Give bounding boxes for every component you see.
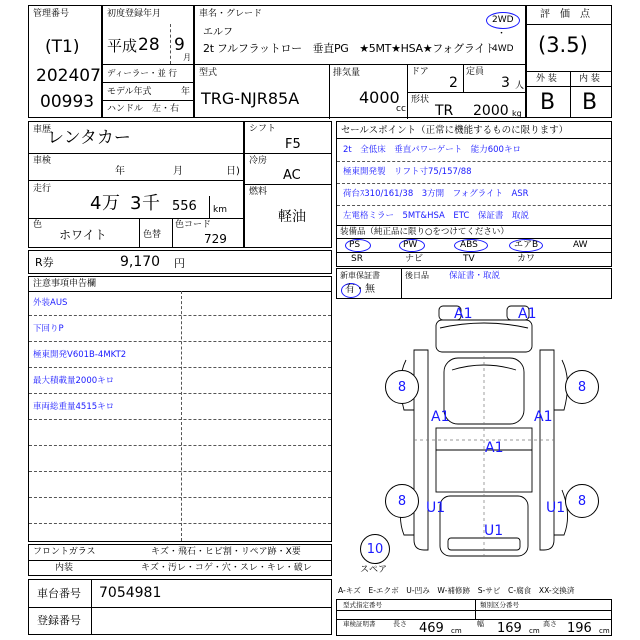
- damage-mark: A1: [431, 409, 450, 425]
- reg-month-unit: 月: [183, 53, 191, 62]
- mileage-rest: 556: [172, 199, 197, 214]
- reg-box: [102, 5, 194, 118]
- shift-label: シフト: [249, 124, 277, 134]
- color-code-value: 729: [204, 232, 227, 246]
- condition-box: [28, 544, 332, 576]
- notes-box: [28, 276, 332, 542]
- spare-value: 10: [366, 541, 384, 557]
- damage-mark: A1: [485, 440, 504, 456]
- legend: A-キズ E-エクボ U-凹み W-補修跡 S-サビ C-腐食 XX-交換済: [338, 586, 575, 595]
- sales-line: 左電格ミラー 5MT&HSA ETC 保証書 取説: [343, 211, 529, 221]
- doors-label: ドア: [411, 67, 429, 77]
- dims-length-unit: cm: [451, 627, 462, 635]
- equip-airbag: エアB: [514, 240, 539, 250]
- score-label: 評 価 点: [540, 9, 590, 20]
- inspection-month: 月: [173, 166, 183, 177]
- score-box: [526, 5, 612, 118]
- displacement-unit: cc: [396, 104, 406, 114]
- weight-unit: kg: [512, 109, 522, 118]
- damage-mark: 8: [397, 379, 407, 395]
- notes-line: 最大積載量2000キロ: [33, 376, 115, 386]
- damage-mark: 8: [577, 493, 587, 509]
- equip-navi: ナビ: [405, 254, 424, 264]
- drivetrain-box: [244, 121, 332, 248]
- handle-label: ハンドル 左・右: [107, 104, 180, 114]
- dims-box: [336, 599, 612, 636]
- sales-line: 極東開発製 リフト寸75/157/88: [343, 167, 472, 177]
- color-change-label: 色替: [143, 230, 162, 240]
- displacement-value: 4000: [359, 88, 400, 107]
- dealer-label: ディーラー・並 行: [107, 69, 178, 79]
- model-value: TRG-NJR85A: [201, 89, 300, 108]
- reg-label: 初度登録年月: [107, 9, 162, 19]
- equip-abs: ABS: [460, 240, 478, 250]
- reg-month: 9: [174, 35, 185, 55]
- mgmt-box: [28, 5, 102, 118]
- score-int: B: [582, 90, 598, 115]
- damage-mark: 8: [577, 379, 587, 395]
- equip-leather: カワ: [517, 254, 536, 264]
- reg-era: 平成: [107, 37, 138, 55]
- interior-label: 内装: [55, 563, 74, 573]
- dims-l2: 類別区分番号: [480, 601, 519, 609]
- drive-2wd: 2WD: [492, 15, 514, 25]
- dims-height: 196: [567, 621, 592, 636]
- damage-mark: 8: [397, 493, 407, 509]
- mileage-sen: 3: [130, 193, 142, 214]
- dims-cert-label: 車検証明書: [343, 620, 376, 628]
- notes-line: 極東開発V601B-4MKT2: [33, 350, 127, 360]
- shape-label: 形状: [411, 95, 430, 105]
- damage-mark: U1: [484, 523, 504, 539]
- recycle-unit: 円: [174, 257, 185, 270]
- spare-label: スペア: [360, 565, 388, 575]
- damage-mark: U1: [546, 500, 566, 516]
- recycle-value: 9,170: [120, 254, 161, 270]
- regno-label: 登録番号: [37, 614, 81, 627]
- damage-mark: U1: [426, 500, 446, 516]
- capacity-value: 3: [501, 75, 510, 91]
- spare-circle: [360, 534, 390, 564]
- recycle-box: [28, 250, 332, 274]
- score-int-label: 内 装: [579, 74, 600, 84]
- mgmt-number2: 00993: [40, 92, 95, 112]
- spare-item-label: 後日品: [405, 271, 429, 280]
- chassis-box: [28, 579, 332, 635]
- score-ext: B: [540, 90, 556, 115]
- dims-width-label: 幅: [477, 620, 484, 628]
- damage-circle: [385, 484, 419, 518]
- notes-line: 車両総重量4515キロ: [33, 402, 115, 412]
- model-year-label: モデル年式: [107, 87, 152, 97]
- damage-mark: A1: [454, 306, 473, 322]
- model-year-unit: 年: [181, 87, 191, 97]
- capacity-unit: 人: [515, 81, 525, 91]
- car-box: [194, 5, 526, 118]
- equip-tv: TV: [463, 254, 475, 264]
- inspection-day: 日): [226, 166, 240, 177]
- damage-circle: [565, 484, 599, 518]
- chassis-label: 車台番号: [37, 587, 81, 600]
- mileage-label: 走行: [33, 184, 52, 194]
- color-code-label: 色コード: [175, 220, 212, 230]
- doors-value: 2: [449, 75, 458, 91]
- equip-aw: AW: [573, 240, 588, 250]
- equipment-title: 装備品（純正品に限り○をつけてください）: [340, 227, 509, 237]
- windshield-value: キズ・飛石・ヒビ割・リペア跡・X要: [151, 547, 301, 557]
- dims-height-unit: cm: [599, 627, 610, 635]
- equip-ps: PS: [349, 240, 361, 250]
- sales-line: 2t 全低床 垂直パワーゲート 能力600キロ: [343, 145, 521, 155]
- model-label: 型式: [199, 68, 218, 78]
- car-label: 車名・グレード: [199, 9, 263, 19]
- capacity-label: 定員: [466, 67, 485, 77]
- info-box: [28, 121, 244, 248]
- mileage-man-unit: 万: [102, 193, 120, 214]
- chassis-value: 7054981: [99, 585, 162, 601]
- sales-box: [336, 121, 612, 226]
- shape-value: TR: [435, 103, 454, 119]
- recycle-label: R券: [35, 256, 54, 269]
- score-ext-label: 外 装: [536, 74, 557, 84]
- drive-dot: ・: [497, 29, 507, 39]
- notes-line: 外装AUS: [33, 298, 68, 308]
- displacement-label: 排気量: [333, 68, 361, 78]
- dims-length: 469: [419, 621, 444, 636]
- dims-height-label: 高さ: [543, 620, 557, 628]
- damage-circle: [385, 370, 419, 404]
- sales-line: 荷台ｽ310/161/38 3方開 フォグライト ASR: [343, 189, 529, 199]
- dims-width-unit: cm: [529, 627, 540, 635]
- ac-label: 冷房: [249, 156, 268, 166]
- inspection-label: 車検: [33, 156, 52, 166]
- damage-circle: [565, 370, 599, 404]
- car-grade: 2t フルフラットロー 垂直PG ★5MT★HSA★フォグライト: [203, 42, 496, 55]
- warranty-value: 有・無: [345, 284, 375, 295]
- ac-value: AC: [283, 168, 301, 183]
- dims-l1: 型式指定番号: [343, 601, 382, 609]
- notes-line: 下回りP: [33, 324, 64, 334]
- damage-mark: A1: [534, 409, 553, 425]
- dims-width: 169: [497, 621, 522, 636]
- mgmt-label: 管理番号: [33, 9, 70, 19]
- mgmt-code: (T1): [45, 37, 80, 57]
- color-value: ホワイト: [59, 228, 107, 242]
- warranty-box: [336, 268, 612, 299]
- equip-pw: PW: [403, 240, 418, 250]
- score-value: (3.5): [538, 33, 588, 57]
- damage-mark: A1: [518, 306, 537, 322]
- car-name: エルフ: [203, 27, 233, 38]
- drive-4wd: 4WD: [492, 44, 514, 54]
- notes-title: 注意事項申告欄: [33, 279, 97, 289]
- shift-value: F5: [285, 137, 301, 152]
- warranty-label: 新車保証書: [340, 271, 380, 280]
- mileage-unit: km: [213, 205, 227, 215]
- windshield-label: フロントガラス: [33, 547, 96, 557]
- equip-sr: SR: [351, 254, 363, 264]
- interior-value: キズ・汚レ・コゲ・穴・スレ・キレ・破レ: [141, 563, 312, 573]
- equipment-box: [336, 225, 612, 267]
- mgmt-number1: 202407: [36, 66, 101, 86]
- fuel-value: 軽油: [278, 209, 306, 225]
- sales-title: セールスポイント（正常に機能するものに限ります）: [341, 125, 569, 136]
- dims-length-label: 長さ: [393, 620, 407, 628]
- inspection-year: 年: [115, 166, 125, 177]
- weight-value: 2000: [473, 103, 509, 119]
- reg-year: 28: [138, 35, 160, 55]
- mileage-man: 4: [90, 193, 102, 214]
- history-label: 車歴: [33, 125, 52, 135]
- color-label: 色: [33, 220, 43, 230]
- history-value: レンタカー: [47, 128, 131, 148]
- mileage-sen-unit: 千: [142, 193, 160, 214]
- fuel-label: 燃料: [249, 187, 268, 197]
- spare-item-value: 保証書・取説: [449, 271, 501, 281]
